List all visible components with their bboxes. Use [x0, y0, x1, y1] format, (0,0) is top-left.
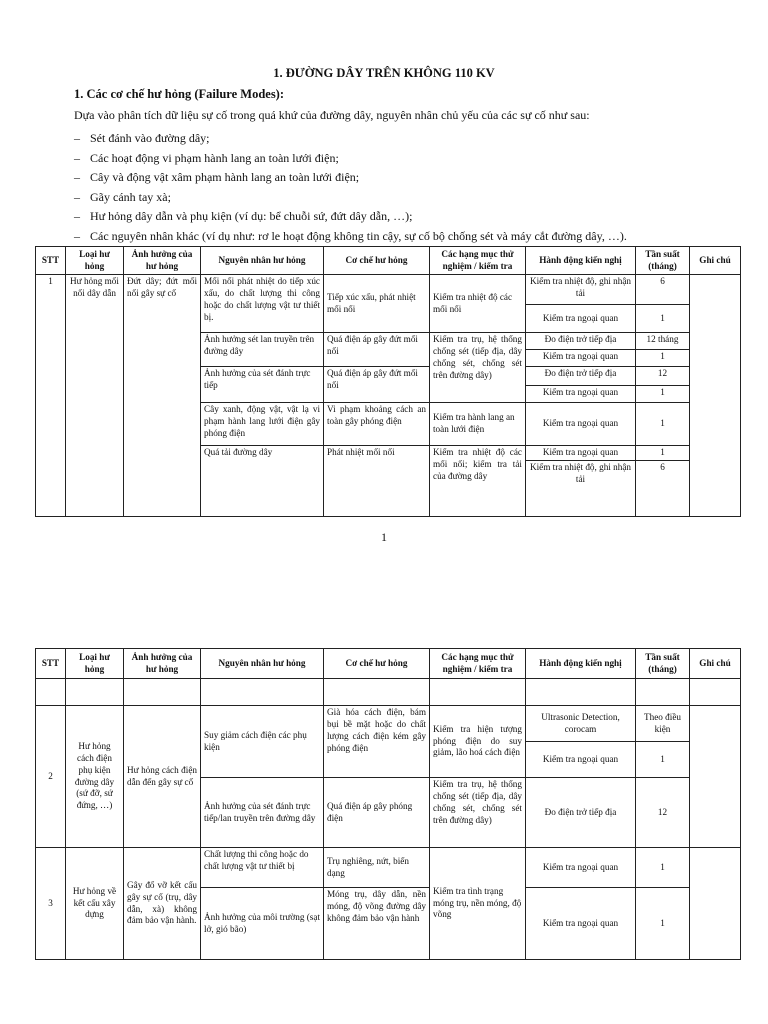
cell-cause: Mối nối phát nhiệt do tiếp xúc xấu, do chất lượng thi công hoặc do chất lượng vật tư thiết bị. [201, 275, 324, 333]
cell-frequency: 1 [636, 446, 690, 461]
intro-paragraph: Dựa vào phân tích dữ liệu sự cố trong quá khứ của đường dây, nguyên nhân chủ yếu của các sự cố như sau: [74, 108, 590, 122]
header-cause: Nguyên nhân hư hỏng [201, 247, 324, 275]
cell-frequency: 1 [636, 350, 690, 367]
cell-frequency: 12 tháng [636, 333, 690, 350]
document-title: 1. ĐƯỜNG DÂY TRÊN KHÔNG 110 KV [273, 66, 495, 80]
cell-action: Kiểm tra ngoại quan [526, 403, 636, 446]
cell-cause: Chất lượng thi công hoặc do chất lượng vật tư thiết bị [201, 848, 324, 888]
cell-cause: Quá tải đường dây [201, 446, 324, 517]
page-gap [0, 560, 768, 624]
cell-test: Kiểm tra trụ, hệ thống chống sét (tiếp địa, dây chống sét, chống sét trên đường dây) [430, 778, 526, 848]
cell-frequency: 6 [636, 460, 690, 516]
cell-cause: Ảnh hưởng sét lan truyền trên đường dây [201, 333, 324, 367]
bullet-marker: – [74, 189, 80, 204]
cell-mechanism: Phát nhiệt mối nối [324, 446, 430, 517]
list-item-text: Gãy cánh tay xà; [90, 189, 171, 204]
cell-test: Kiểm tra nhiệt độ các mối nối [430, 275, 526, 333]
bullet-marker: – [74, 150, 80, 165]
cell-frequency: 1 [636, 848, 690, 888]
cell-action: Ultrasonic Detection, corocam [526, 706, 636, 742]
cell-frequency: 1 [636, 305, 690, 333]
cell-cause: Ảnh hưởng của môi trường (sạt lở, gió bão) [201, 888, 324, 960]
empty-cell [690, 679, 741, 706]
cell-test: Kiểm tra hành lang an toàn lưới điện [430, 403, 526, 446]
cell-action: Kiểm tra ngoại quan [526, 848, 636, 888]
bullet-marker: – [74, 131, 80, 145]
header-frequency: Tần suất (tháng) [636, 247, 690, 275]
cell-mechanism: Trụ nghiêng, nứt, biến dạng [324, 848, 430, 888]
cell-type: Hư hỏng cách điện phụ kiện đường dây (sứ đỡ, sứ đứng, …) [66, 706, 124, 848]
cell-frequency: 6 [636, 275, 690, 305]
cell-mechanism: Già hóa cách điện, bám bụi bề mặt hoặc do chất lượng cách điện kém gây phóng điện [324, 706, 430, 778]
cell-cause: Suy giảm cách điện các phụ kiện [201, 706, 324, 778]
cell-action: Kiểm tra ngoại quan [526, 350, 636, 367]
cell-frequency: 1 [636, 888, 690, 960]
header-frequency: Tần suất (tháng) [636, 649, 690, 679]
bullet-marker: – [74, 228, 80, 243]
empty-cell [430, 679, 526, 706]
table-row-empty [36, 679, 741, 706]
header-type: Loại hư hỏng [66, 247, 124, 275]
cell-mechanism: Móng trụ, dây dẫn, nền móng, độ võng đường dây không đảm bảo vận hành [324, 888, 430, 960]
list-item-text: Hư hỏng dây dẫn và phụ kiện (ví dụ: bể chuỗi sứ, đứt dây dẫn, …); [90, 209, 413, 223]
cell-mechanism: Quá điện áp gây đứt mối nối [324, 333, 430, 367]
header-mechanism: Cơ chế hư hỏng [324, 649, 430, 679]
cell-frequency: 1 [636, 403, 690, 446]
cell-test: Kiểm tra hiện tượng phóng điện do suy giảm, lão hoá cách điện [430, 706, 526, 778]
bullet-marker: – [74, 209, 80, 223]
cell-stt: 1 [36, 275, 66, 517]
cell-effect: Gây đổ vỡ kết cấu gây sự cố (trụ, dây dẫn, xà) không đảm bảo vận hành. [124, 848, 201, 960]
cell-action: Đo điện trở tiếp địa [526, 778, 636, 848]
list-item [74, 129, 627, 149]
cell-mechanism: Quá điện áp gây đứt mối nối [324, 367, 430, 403]
failure-modes-table-2 [35, 648, 741, 960]
cell-action: Kiểm tra nhiệt độ, ghi nhận tải [526, 460, 636, 516]
cell-stt: 3 [36, 848, 66, 960]
table-header-row [36, 247, 741, 275]
cell-frequency: 12 [636, 367, 690, 386]
cell-action: Đo điện trở tiếp địa [526, 367, 636, 386]
list-item-text: Sét đánh vào đường dây; [90, 131, 210, 145]
cell-frequency: 12 [636, 778, 690, 848]
list-item [74, 188, 627, 208]
header-stt: STT [36, 247, 66, 275]
cell-action: Kiểm tra ngoại quan [526, 386, 636, 403]
empty-cell [36, 679, 66, 706]
cell-mechanism: Quá điện áp gây phóng điện [324, 778, 430, 848]
empty-cell [636, 679, 690, 706]
list-item [74, 149, 627, 169]
cell-effect: Đứt dây; đứt mối nối gây sự cố [124, 275, 201, 517]
cell-frequency: 1 [636, 386, 690, 403]
header-type: Loại hư hỏng [66, 649, 124, 679]
header-note: Ghi chú [690, 649, 741, 679]
cell-cause: Cây xanh, động vật, vật lạ vi phạm hành lang lưới điện gây phóng điện [201, 403, 324, 446]
cell-note [690, 848, 741, 960]
table-row [36, 706, 741, 742]
list-item-text: Các hoạt động vi phạm hành lang an toàn lưới điện; [90, 150, 339, 165]
header-action: Hành động kiến nghị [526, 247, 636, 275]
empty-cell [66, 679, 124, 706]
section-heading: 1. Các cơ chế hư hỏng (Failure Modes): [74, 87, 285, 101]
page-number: 1 [381, 530, 387, 544]
cell-action: Kiểm tra nhiệt độ, ghi nhận tải [526, 275, 636, 305]
table-header-row [36, 649, 741, 679]
cell-action: Đo điện trở tiếp địa [526, 333, 636, 350]
cell-cause: Ảnh hưởng của sét đánh trực tiếp/lan truyền trên đường dây [201, 778, 324, 848]
cell-note [690, 706, 741, 848]
cell-test: Kiểm tra tình trạng móng trụ, nền móng, độ võng [430, 848, 526, 960]
cell-mechanism: Vi phạm khoảng cách an toàn gây phóng điện [324, 403, 430, 446]
header-test: Các hạng mục thử nghiệm / kiểm tra [430, 649, 526, 679]
cell-note [690, 275, 741, 517]
cell-action: Kiểm tra ngoại quan [526, 888, 636, 960]
cause-list [74, 129, 627, 246]
cell-action: Kiểm tra ngoại quan [526, 305, 636, 333]
header-stt: STT [36, 649, 66, 679]
cell-action: Kiểm tra ngoại quan [526, 446, 636, 461]
cell-test: Kiểm tra trụ, hệ thống chống sét (tiếp địa, dây chống sét, chống sét trên đường dây) [430, 333, 526, 403]
list-item [74, 168, 627, 188]
header-mechanism: Cơ chế hư hỏng [324, 247, 430, 275]
header-effect: Ảnh hưởng của hư hỏng [124, 649, 201, 679]
header-note: Ghi chú [690, 247, 741, 275]
list-item [74, 207, 627, 227]
empty-cell [201, 679, 324, 706]
list-item-text: Cây và động vật xâm phạm hành lang an toàn lưới điện; [90, 170, 360, 184]
empty-cell [324, 679, 430, 706]
header-action: Hành động kiến nghị [526, 649, 636, 679]
cell-frequency: 1 [636, 742, 690, 778]
empty-cell [124, 679, 201, 706]
cell-type: Hư hỏng về kết cấu xây dựng [66, 848, 124, 960]
failure-modes-table-1 [35, 246, 741, 517]
cell-test: Kiểm tra nhiệt độ các mối nối; kiểm tra tải của đường dây [430, 446, 526, 517]
cell-cause: Ảnh hưởng của sét đánh trực tiếp [201, 367, 324, 403]
list-item-text: Các nguyên nhân khác (ví dụ như: rơ le hoạt động không tin cậy, sự cố bộ chống sét và máy cắt đường dây, …). [90, 228, 627, 243]
cell-mechanism: Tiếp xúc xấu, phát nhiệt mối nối [324, 275, 430, 333]
cell-type: Hư hỏng mối nối dây dẫn [66, 275, 124, 517]
table-row [36, 848, 741, 888]
header-test: Các hạng mục thử nghiệm / kiểm tra [430, 247, 526, 275]
list-item [74, 227, 627, 247]
empty-cell [526, 679, 636, 706]
cell-effect: Hư hỏng cách điện dẫn đến gây sự cố [124, 706, 201, 848]
cell-stt: 2 [36, 706, 66, 848]
header-effect: Ảnh hưởng của hư hỏng [124, 247, 201, 275]
bullet-marker: – [74, 170, 80, 184]
table-row [36, 275, 741, 305]
cell-frequency: Theo điều kiện [636, 706, 690, 742]
header-cause: Nguyên nhân hư hỏng [201, 649, 324, 679]
cell-action: Kiểm tra ngoại quan [526, 742, 636, 778]
